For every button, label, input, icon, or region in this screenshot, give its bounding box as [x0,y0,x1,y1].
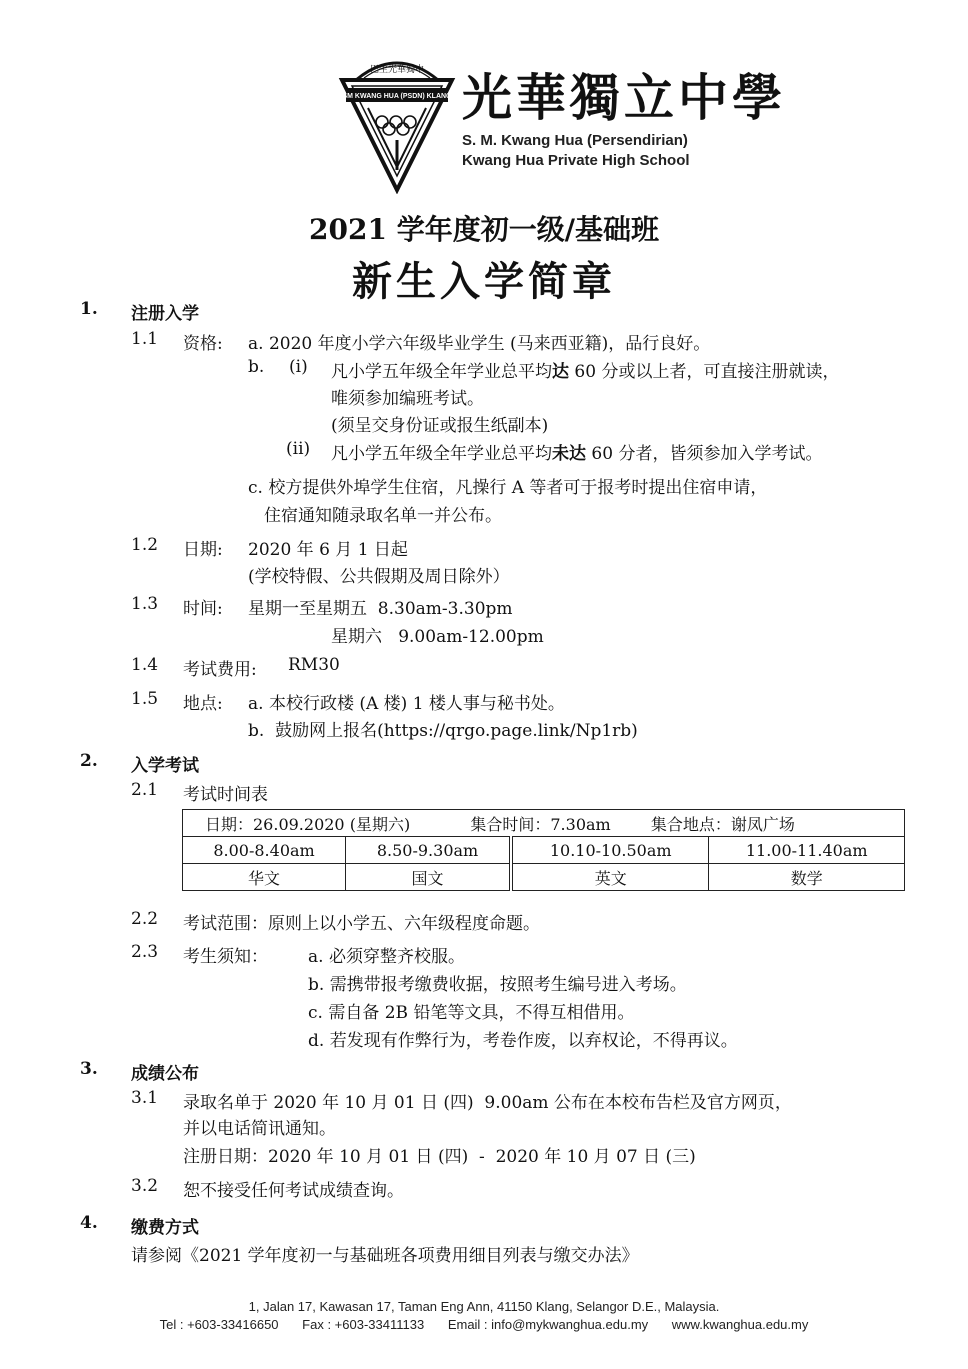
eligibility-b-ii-marker: (ii) [286,439,311,459]
item-2-1-number: 2.1 [131,780,159,800]
registration-start-date: 2020 年 6 月 1 日起 [248,540,408,560]
timetable-header [183,810,905,837]
rule-a: a. 必须穿整齐校服。 [308,947,465,967]
school-name-chinese: 光華獨立中學 [462,68,786,127]
saturday-hours: 星期六 9.00am-12.00pm [331,627,544,647]
results-announcement: 录取名单于 2020 年 10 月 01 日 (四) 9.00am 公布在本校布告栏及官方网页， [183,1093,792,1113]
subject: 数学 [709,864,905,891]
school-name-english: Kwang Hua Private High School [462,152,690,169]
section-3-number: 3. [80,1059,98,1079]
item-2-2-number: 2.2 [131,909,159,929]
eligibility-a: a. 2020 年度小学六年级毕业学生 (马来西亚籍)，品行良好。 [248,334,711,354]
footer-tel: Tel : +603-33416650 [159,1317,279,1332]
footer-website[interactable]: www.kwanghua.edu.my [671,1317,809,1332]
item-2-1-label: 考试时间表 [183,785,268,805]
school-name-malay: S. M. Kwang Hua (Persendirian) [462,132,688,149]
gather-time: 集合时间：7.30am [470,814,611,834]
time-slot: 8.50-9.30am [346,837,511,864]
eligibility-b-ii: 凡小学五年级全年学业总平均未达 60 分者，皆须参加入学考试。 [331,444,823,464]
section-2-title: 入学考试 [131,756,199,776]
exam-date: 日期：26.09.2020 (星期六) [205,814,411,834]
logo-arc-text: 巴生光華獨中 [369,65,425,75]
footer-contacts [0,1317,968,1332]
table-row [183,810,905,837]
school-crest-logo [338,52,456,194]
item-1-5-number: 1.5 [131,689,159,709]
item-1-1-label: 资格: [183,334,223,354]
item-1-4-label: 考试费用: [183,660,257,680]
item-1-3-label: 时间: [183,599,223,619]
footer-address: 1, Jalan 17, Kawasan 17, Taman Eng Ann, 41150 Klang, Selangor D.E., Malaysia. [248,1299,720,1314]
location-b-online-link[interactable]: b. 鼓励网上报名(https://qrgo.page.link/Np1rb) [248,721,638,741]
eligibility-b-i: 凡小学五年级全年学业总平均达 60 分或以上者，可直接注册就读， [331,362,840,382]
results-notification: 并以电话简讯通知。 [183,1119,336,1139]
section-1-title: 注册入学 [131,304,199,324]
eligibility-b-marker: b. [248,357,265,377]
section-4-title: 缴费方式 [131,1218,199,1238]
document-subtitle: 新生入学简章 [352,258,616,305]
footer-fax: Fax : +603-33411133 [302,1317,425,1332]
item-2-3-label: 考生须知： [183,947,268,967]
item-1-1-number: 1.1 [131,329,159,349]
eligibility-c: c. 校方提供外埠学生住宿，凡操行 A 等者可于报考时提出住宿申请， [248,478,768,498]
item-1-3-number: 1.3 [131,594,159,614]
section-3-title: 成绩公布 [131,1064,199,1084]
registration-date-note: (学校特假、公共假期及周日除外） [248,567,510,587]
time-slot: 10.10-10.50am [511,837,709,864]
item-1-5-label: 地点: [183,694,223,714]
item-3-2-number: 3.2 [131,1176,159,1196]
gather-place: 集合地点：谢凤广场 [650,814,795,834]
section-2-number: 2. [80,751,98,771]
eligibility-b-i-line2: 唯须参加编班考试。 [331,389,484,409]
enrolment-dates: 注册日期：2020 年 10 月 01 日 (四) - 2020 年 10 月 07 日 (三) [183,1147,696,1167]
no-result-enquiry: 恕不接受任何考试成绩查询。 [183,1181,404,1201]
payment-reference: 请参阅《2021 学年度初一与基础班各项费用细目列表与缴交办法》 [131,1246,639,1266]
logo-band-text: SM KWANG HUA (PSDN) KLANG [342,93,452,100]
subject: 英文 [511,864,709,891]
table-row [183,864,905,891]
item-2-3-number: 2.3 [131,942,159,962]
item-1-2-number: 1.2 [131,535,159,555]
section-4-number: 4. [80,1213,98,1233]
document-title: 2021 学年度初一级/基础班 [309,213,659,246]
table-row [183,837,905,864]
eligibility-b-i-marker: (i) [289,357,308,377]
time-slot: 8.00-8.40am [183,837,346,864]
rule-d: d. 若发现有作弊行为，考卷作废，以弃权论，不得再议。 [308,1031,738,1051]
eligibility-b-i-note: (须呈交身份证或报生纸副本) [331,416,549,436]
exam-timetable [182,809,905,891]
weekday-hours: 星期一至星期五 8.30am-3.30pm [248,599,513,619]
location-a: a. 本校行政楼 (A 楼) 1 楼人事与秘书处。 [248,694,565,714]
exam-fee: RM30 [288,655,340,675]
subject: 华文 [183,864,346,891]
item-1-2-label: 日期: [183,540,223,560]
footer-email[interactable]: Email : info@mykwanghua.edu.my [447,1317,649,1332]
subject: 国文 [346,864,511,891]
item-1-4-number: 1.4 [131,655,159,675]
eligibility-c-line2: 住宿通知随录取名单一并公布。 [264,506,502,526]
exam-scope: 考试范围：原则上以小学五、六年级程度命题。 [183,914,540,934]
time-slot: 11.00-11.40am [709,837,905,864]
section-1-number: 1. [80,299,98,319]
item-3-1-number: 3.1 [131,1088,159,1108]
rule-b: b. 需携带报考缴费收据，按照考生编号进入考场。 [308,975,687,995]
rule-c: c. 需自备 2B 铅笔等文具，不得互相借用。 [308,1003,635,1023]
